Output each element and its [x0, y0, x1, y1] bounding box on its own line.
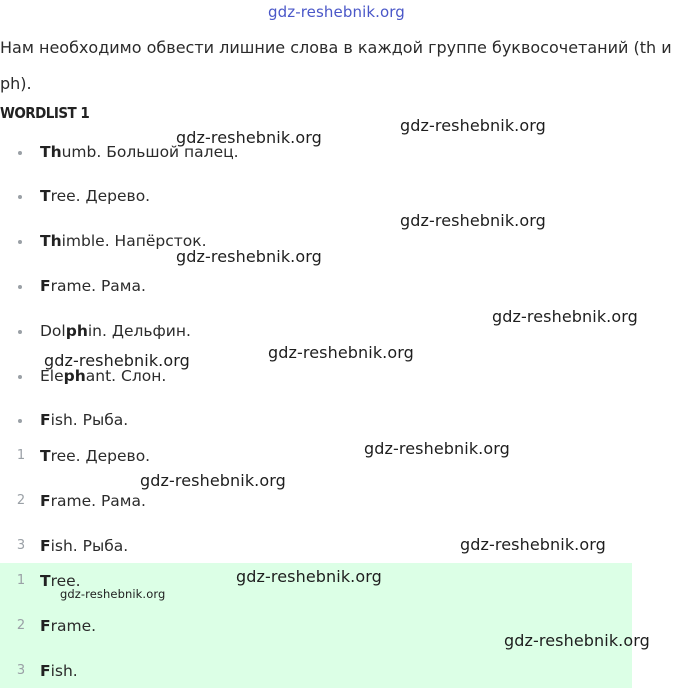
bullet-icon — [18, 285, 22, 289]
item-text: Frame. Рама. — [40, 492, 146, 510]
watermark: gdz-reshebnik.org — [60, 587, 166, 601]
intro-text: Нам необходимо обвести лишние слова в каждой группе буквосочетаний (th и ph). — [0, 38, 672, 93]
item-number: 1 — [16, 573, 26, 588]
item-text: Elephant. Слон. — [40, 367, 167, 385]
item-text: Dolphin. Дельфин. — [40, 322, 191, 340]
item-text: Thumb. Большой палец. — [40, 143, 239, 161]
item-text: Fish. Рыба. — [40, 411, 129, 429]
watermark: gdz-reshebnik.org — [492, 307, 638, 326]
wordlist-title: WORDLIST 1 — [0, 104, 90, 122]
item-number: 2 — [16, 493, 26, 508]
watermark: gdz-reshebnik.org — [176, 128, 322, 147]
item-text: Tree. — [40, 572, 81, 590]
watermark: gdz-reshebnik.org — [400, 116, 546, 135]
watermark: gdz-reshebnik.org — [460, 535, 606, 554]
bullet-icon — [18, 330, 22, 334]
watermark: gdz-reshebnik.org — [44, 351, 190, 370]
item-text: Fish. — [40, 662, 78, 680]
watermark: gdz-reshebnik.org — [236, 567, 382, 586]
watermark: gdz-reshebnik.org — [268, 343, 414, 362]
item-text: Thimble. Напёрсток. — [40, 232, 207, 250]
item-text: Tree. Дерево. — [40, 187, 151, 205]
bullet-icon — [18, 240, 22, 244]
bullet-icon — [18, 375, 22, 379]
item-text: Tree. Дерево. — [40, 447, 151, 465]
bullet-icon — [18, 195, 22, 199]
item-number: 3 — [16, 663, 26, 678]
watermark: gdz-reshebnik.org — [504, 631, 650, 650]
item-number: 3 — [16, 538, 26, 553]
watermark: gdz-reshebnik.org — [364, 439, 510, 458]
item-text: Fish. Рыба. — [40, 537, 129, 555]
bullet-icon — [18, 419, 22, 423]
item-text: Frame. — [40, 617, 97, 635]
watermark: gdz-reshebnik.org — [400, 211, 546, 230]
item-text: Frame. Рама. — [40, 277, 146, 295]
watermark: gdz-reshebnik.org — [176, 247, 322, 266]
watermark-top: gdz-reshebnik.org — [268, 3, 405, 21]
watermark: gdz-reshebnik.org — [140, 471, 286, 490]
item-number: 1 — [16, 448, 26, 463]
item-number: 2 — [16, 618, 26, 633]
bullet-icon — [18, 151, 22, 155]
